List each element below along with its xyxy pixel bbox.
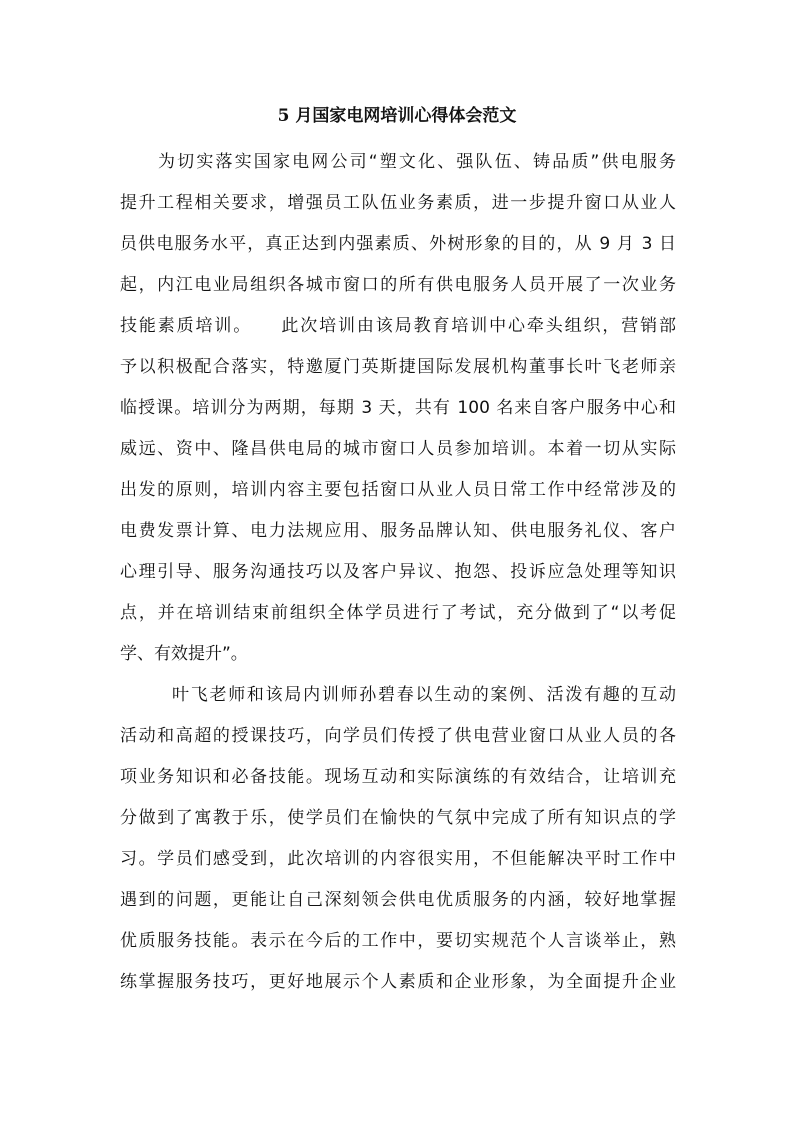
paragraph-2-line-4: 分做到了寓教于乐，使学员们在愉快的气氛中完成了所有知识点的学 [120,808,676,828]
paragraph-2-line-3: 项业务知识和必备技能。现场互动和实际演练的有效结合，让培训充 [120,767,676,787]
paragraph-1-line-8: 威远、资中、隆昌供电局的城市窗口人员参加培训。本着一切从实际 [120,439,676,459]
paragraph-2-line-6: 遇到的问题，更能让自己深刻领会供电优质服务的内涵，较好地掌握 [120,890,676,910]
paragraph-2-line-7: 优质服务技能。表示在今后的工作中，要切实规范个人言谈举止，熟 [120,931,676,951]
paragraph-1-line-11: 心理引导、服务沟通技巧以及客户异议、抱怨、投诉应急处理等知识 [120,562,676,582]
paragraph-1-line-2: 提升工程相关要求，增强员工队伍业务素质，进一步提升窗口从业人 [120,193,676,213]
paragraph-1-line-12: 点，并在培训结束前组织全体学员进行了考试，充分做到了“以考促 [120,603,676,623]
paragraph-1-line-7: 临授课。培训分为两期，每期 3 天，共有 100 名来自客户服务中心和 [120,398,676,418]
paragraph-1-line-3: 员供电服务水平，真正达到内强素质、外树形象的目的，从 9 月 3 日 [120,234,676,254]
paragraph-1-line-9: 出发的原则，培训内容主要包括窗口从业人员日常工作中经常涉及的 [120,480,676,500]
paragraph-1-line-1: 为切实落实国家电网公司“塑文化、强队伍、铸品质”供电服务 [158,152,676,172]
paragraph-1-line-6: 予以积极配合落实，特邀厦门英斯捷国际发展机构董事长叶飞老师亲 [120,357,676,377]
paragraph-2-line-8: 练掌握服务技巧，更好地展示个人素质和企业形象，为全面提升企业 [120,972,676,992]
paragraph-1-line-13: 学、有效提升”。 [120,644,248,664]
paragraph-1-line-10: 电费发票计算、电力法规应用、服务品牌认知、供电服务礼仪、客户 [120,521,676,541]
document-title: 5 月国家电网培训心得体会范文 [277,106,517,126]
paragraph-2-line-5: 习。学员们感受到，此次培训的内容很实用，不但能解决平时工作中 [120,849,676,869]
paragraph-2-line-2: 活动和高超的授课技巧，向学员们传授了供电营业窗口从业人员的各 [120,726,676,746]
paragraph-1-line-4: 起，内江电业局组织各城市窗口的所有供电服务人员开展了一次业务 [120,275,676,295]
paragraph-1-line-5: 技能素质培训。 此次培训由该局教育培训中心牵头组织，营销部 [120,316,676,336]
paragraph-2-line-1: 叶飞老师和该局内训师孙碧春以生动的案例、活泼有趣的互动 [172,685,676,705]
